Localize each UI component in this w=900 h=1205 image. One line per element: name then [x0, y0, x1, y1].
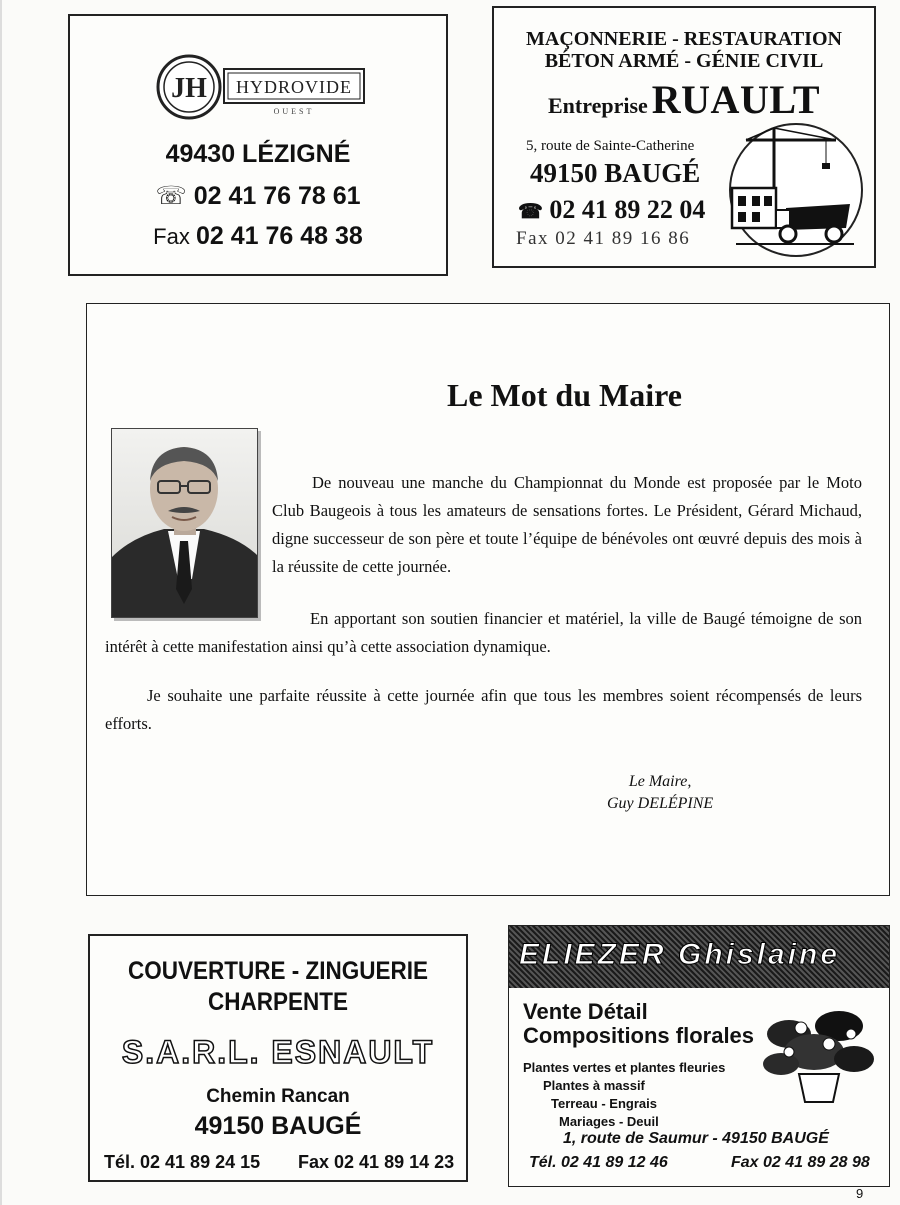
- ad-eliezer: [508, 925, 890, 1187]
- hydrovide-logo: [156, 52, 366, 122]
- phone-icon: ☎: [518, 201, 543, 223]
- hydrovide-logo-text: HYDROVIDE: [236, 77, 352, 97]
- eliezer-item-3: Terreau - Engrais: [551, 1096, 657, 1111]
- construction-crane-truck-illustration: [726, 118, 866, 258]
- ruault-fax: Fax 02 41 89 16 86: [516, 228, 691, 249]
- eliezer-item-1: Plantes vertes et plantes fleuries: [523, 1060, 726, 1075]
- ruault-line1: MAÇONNERIE - RESTAURATION: [526, 28, 842, 50]
- esnault-phone: Tél. 02 41 89 24 15: [104, 1152, 261, 1172]
- signature-name: Guy DELÉPINE: [607, 795, 714, 812]
- mayor-letter: [86, 303, 890, 896]
- esnault-road: Chemin Rancan: [206, 1086, 350, 1107]
- ruault-company-prefix: Entreprise: [547, 93, 648, 118]
- eliezer-fax: Fax 02 41 89 28 98: [731, 1154, 870, 1171]
- hydrovide-phone-line: [70, 181, 446, 211]
- ruault-address: 5, route de Sainte-Catherine: [526, 138, 695, 154]
- ruault-company-name: RUAULT: [651, 77, 821, 122]
- flower-pot-icon: [759, 1004, 879, 1104]
- ruault-line2: BÉTON ARMÉ - GÉNIE CIVIL: [544, 50, 824, 72]
- hydrovide-fax: 02 41 76 48 38: [195, 222, 363, 250]
- eliezer-address: 1, route de Saumur - 49150 BAUGÉ: [563, 1130, 829, 1147]
- esnault-line2: CHARPENTE: [207, 988, 349, 1016]
- eliezer-name: ELIEZER Ghislaine: [519, 938, 841, 971]
- esnault-company: S.A.R.L. ESNAULT: [121, 1034, 435, 1070]
- page-edge: [0, 0, 2, 1205]
- ad-esnault: [88, 934, 468, 1182]
- svg-text:JH: JH: [171, 73, 207, 104]
- eliezer-banner: [509, 926, 889, 988]
- ad-hydrovide: [68, 14, 448, 276]
- ruault-city: 49150 BAUGÉ: [530, 158, 701, 188]
- eliezer-line1: Vente Détail: [523, 999, 648, 1024]
- esnault-city: 49150 BAUGÉ: [194, 1112, 362, 1140]
- phone-icon: ☏: [155, 182, 187, 210]
- eliezer-headline: [523, 1000, 754, 1048]
- letter-paragraph-3: Je souhaite une parfaite réussite à cette journée afin que tous les membres soient récompensés de leurs efforts.: [105, 686, 862, 733]
- eliezer-line2: Compositions florales: [523, 1023, 755, 1048]
- hydrovide-logo-sub: OUEST: [273, 107, 315, 116]
- hydrovide-city: 49430 LÉZIGNÉ: [165, 140, 351, 168]
- letter-paragraph-2: En apportant son soutien financier et matériel, la ville de Baugé témoigne de son intérêt à cette manifestation ainsi qu’à cette association dynamique.: [105, 609, 862, 656]
- ruault-company: [494, 76, 874, 123]
- hydrovide-fax-label: Fax: [153, 224, 190, 249]
- ruault-phone: 02 41 89 22 04: [549, 195, 706, 224]
- ad-ruault: [492, 6, 876, 268]
- letter-title: Le Mot du Maire: [447, 377, 682, 413]
- letter-paragraph-1: De nouveau une manche du Championnat du Monde est proposée par le Moto Club Baugeois à tous les amateurs de sensations fortes. Le Président, Gérard Michaud, digne successeur de son père et toute l’équipe de bénévoles ont œuvré depuis des mois à la réussite de cette journée.: [272, 473, 862, 576]
- ruault-phone-line: [518, 195, 705, 225]
- esnault-services: [109, 956, 447, 1018]
- eliezer-item-2: Plantes à massif: [543, 1078, 645, 1093]
- eliezer-item-4: Mariages - Deuil: [559, 1114, 659, 1129]
- hydrovide-phone: 02 41 76 78 61: [193, 182, 361, 210]
- eliezer-phone: Tél. 02 41 89 12 46: [529, 1154, 668, 1171]
- esnault-line1: COUVERTURE - ZINGUERIE: [127, 957, 429, 985]
- mayor-photo: [111, 428, 258, 618]
- mayor-portrait: [112, 429, 257, 617]
- ruault-services: [494, 28, 874, 72]
- signature-role: Le Maire,: [628, 773, 692, 790]
- letter-signature: [607, 771, 713, 815]
- esnault-fax: Fax 02 41 89 14 23: [298, 1152, 455, 1172]
- hydrovide-fax-line: [70, 222, 446, 251]
- page-number: 9: [856, 1186, 864, 1201]
